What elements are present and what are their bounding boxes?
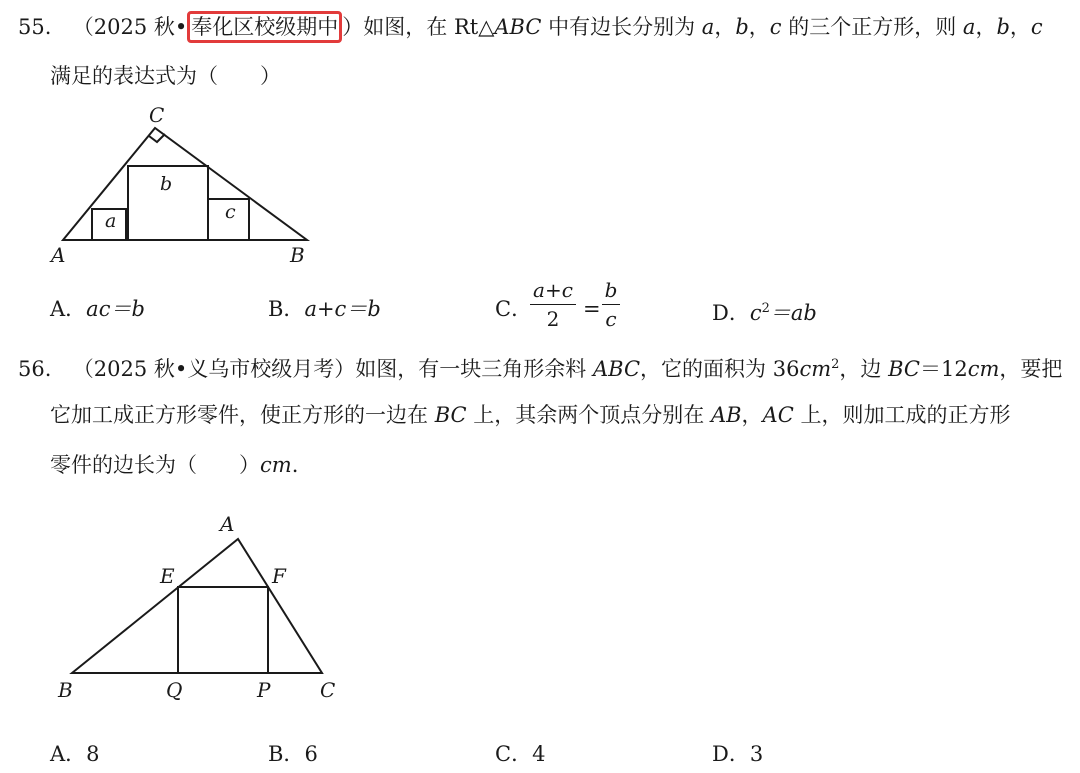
q56-stem-text: ，它的面积为 36 xyxy=(640,357,800,381)
option-text: 6 xyxy=(304,742,318,766)
option-label: B． xyxy=(268,297,305,321)
q56-source: （2025 秋•义乌市校级月考） xyxy=(72,357,356,381)
q55-label-c: c xyxy=(225,201,236,223)
q56-stem-bc: BC xyxy=(434,403,467,427)
q55-stem-b: 中有边长分别为 xyxy=(541,15,702,39)
q55-option-a[interactable] xyxy=(50,295,145,323)
fraction-bar xyxy=(530,304,576,305)
q56-label-P: P xyxy=(257,678,271,702)
q55-option-c-equals: = xyxy=(583,297,601,321)
q55-option-b[interactable] xyxy=(268,295,381,323)
q56-option-a[interactable] xyxy=(50,740,100,768)
q56-stem-text: 上，其余两个顶点分别在 xyxy=(466,403,711,427)
q56-stem-text: ，边 xyxy=(839,357,889,381)
option-label: B． xyxy=(268,742,305,766)
q56-stem-text: ＝12 xyxy=(920,357,968,381)
option-exponent: 2 xyxy=(761,301,770,316)
q56-stem-abc: ABC xyxy=(592,357,641,381)
q55-right-angle-mark xyxy=(149,134,165,142)
option-text: ＝ab xyxy=(769,301,817,325)
q56-stem-text: 零件的边长为（ ） xyxy=(50,453,260,477)
q55-label-b: b xyxy=(160,173,173,195)
q56-stem-ac: AC xyxy=(762,403,794,427)
q56-sep: ， xyxy=(741,403,763,427)
q56-stem-line2 xyxy=(50,401,1010,429)
q55-number: 55. xyxy=(18,15,52,39)
q55-sep: ， xyxy=(714,15,736,39)
q56-stem-text: 它加工成正方形零件，使正方形的一边在 xyxy=(50,403,435,427)
option-label: C． xyxy=(495,297,533,321)
q55-var-a2: a xyxy=(962,15,976,39)
option-label: C． xyxy=(495,742,533,766)
q55-label-B: B xyxy=(290,243,305,267)
q56-label-E: E xyxy=(160,564,175,588)
q56-unit-cm: cm xyxy=(967,357,1000,381)
q56-option-b[interactable] xyxy=(268,740,318,768)
q56-unit-cm: cm xyxy=(260,453,292,477)
q55-label-a: a xyxy=(105,210,117,232)
q56-triangle xyxy=(72,539,322,673)
q56-label-Q: Q xyxy=(166,678,183,702)
q55-var-b: b xyxy=(735,15,749,39)
q55-var-b2: b xyxy=(996,15,1010,39)
option-text: 8 xyxy=(86,742,100,766)
q56-exponent: 2 xyxy=(831,357,840,372)
q56-option-d[interactable] xyxy=(712,740,763,768)
q55-var-c: c xyxy=(769,15,782,39)
option-text: c xyxy=(749,301,762,325)
q55-stem-line2: 满足的表达式为（ ） xyxy=(50,64,281,88)
option-text: 3 xyxy=(749,742,764,766)
q55-option-c-fraction-right xyxy=(602,278,620,331)
fraction-numerator: b xyxy=(604,278,618,302)
q56-label-C: C xyxy=(320,678,336,702)
q56-stem-line1 xyxy=(18,351,1062,383)
option-label: A． xyxy=(50,742,87,766)
q55-stem-a: 如图，在 Rt△ xyxy=(363,15,495,39)
fraction-denominator: c xyxy=(605,307,617,331)
q56-figure xyxy=(50,505,360,705)
option-label: D． xyxy=(712,301,750,325)
q55-sep: ， xyxy=(1009,15,1031,39)
q55-triangle xyxy=(63,128,307,240)
q55-var-a: a xyxy=(701,15,715,39)
q55-sep: ， xyxy=(975,15,997,39)
q56-square xyxy=(178,587,268,673)
q55-label-A: A xyxy=(51,243,66,267)
q56-label-B: B xyxy=(58,678,73,702)
q56-label-A: A xyxy=(220,512,235,536)
q55-source-close: ） xyxy=(342,15,364,39)
q55-option-d[interactable] xyxy=(712,295,817,327)
option-label: D． xyxy=(712,742,750,766)
q56-stem-text: ，要把 xyxy=(999,357,1063,381)
option-label: A． xyxy=(50,297,87,321)
q56-stem-text: . xyxy=(291,453,299,477)
q56-unit-cm: cm xyxy=(799,357,832,381)
q55-label-C: C xyxy=(149,103,165,127)
option-text: a+c＝b xyxy=(304,297,381,321)
fraction-numerator: a+c xyxy=(533,278,573,302)
q56-stem-text: 如图，有一块三角形余料 xyxy=(355,357,593,381)
q55-option-c-fraction-left xyxy=(530,278,576,331)
fraction-denominator: 2 xyxy=(546,307,560,331)
fraction-bar xyxy=(602,304,620,305)
q56-label-F: F xyxy=(272,564,286,588)
q55-sep: ， xyxy=(748,15,770,39)
option-text: 4 xyxy=(532,742,546,766)
q56-option-c[interactable] xyxy=(495,740,545,768)
q55-source-highlight: 奉化区校级期中 xyxy=(187,11,342,43)
q56-stem-ab: AB xyxy=(710,403,742,427)
option-text: ac＝b xyxy=(86,297,145,321)
q55-option-c[interactable] xyxy=(495,295,532,323)
q55-stem-line1 xyxy=(18,13,1043,41)
q56-stem-line3 xyxy=(50,451,298,479)
q56-number: 56. xyxy=(18,357,52,381)
q55-var-c2: c xyxy=(1030,15,1043,39)
q55-stem-abc: ABC xyxy=(494,15,542,39)
q55-figure xyxy=(45,100,325,272)
q55-source-open: （2025 秋• xyxy=(72,15,188,39)
q55-stem-c: 的三个正方形，则 xyxy=(781,15,963,39)
q56-stem-bc: BC xyxy=(888,357,920,381)
q56-stem-text: 上，则加工成的正方形 xyxy=(793,403,1011,427)
